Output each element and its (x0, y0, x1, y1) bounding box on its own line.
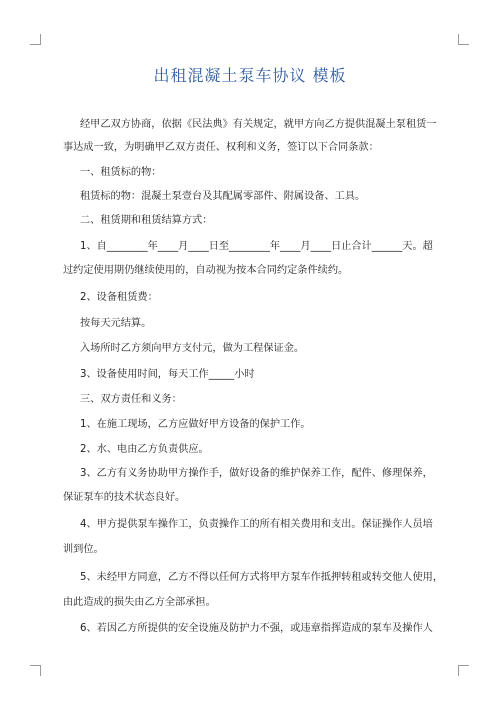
clause-2-2-heading: 2、设备租赁费： (80, 292, 158, 303)
clause-3-5-line-2: 由此造成的损失由乙方全部承担。 (63, 597, 216, 608)
crop-mark-bottom-left (30, 665, 41, 676)
clause-3-3-line-2: 保证泵车的技术状态良好。 (63, 492, 186, 503)
crop-mark-top-left (30, 34, 41, 45)
preamble-line-1: 经甲乙双方协商，依据《民法典》有关规定，就甲方向乙方提供混凝土泵租赁一 (80, 119, 437, 130)
clause-2-1-line-2: 过约定使用期仍继续使用的，自动视为按本合同约定条件续约。 (63, 265, 349, 276)
section-2-heading: 二、租赁期和租赁结算方式： (80, 215, 213, 226)
clause-3-2: 2、水、电由乙方负责供应。 (80, 444, 209, 455)
clause-3-6-line-1: 6、若因乙方所提供的安全设施及防护力不强，或违章指挥造成的泵车及操作人 (80, 623, 433, 634)
clause-3-1: 1、在施工现场，乙方应做好甲方设备的保护工作。 (80, 419, 311, 430)
clause-3-4-line-1: 4、甲方提供泵车操作工，负责操作工的所有相关费用和支出。保证操作人员培 (80, 519, 433, 530)
clause-2-2-deposit: 入场所时乙方须向甲方支付元，做为工程保证金。 (80, 343, 305, 354)
clause-3-3-line-1: 3、乙方有义务协助甲方操作手，做好设备的维护保养工作，配件、修理保养， (80, 468, 433, 479)
section-1-heading: 一、租赁标的物： (80, 167, 162, 178)
section-3-heading: 三、双方责任和义务： (80, 394, 182, 405)
crop-mark-top-right (458, 34, 469, 45)
clause-3-5-line-1: 5、未经甲方同意，乙方不得以任何方式将甲方泵车作抵押转租或转交他人使用， (80, 572, 444, 583)
clause-2-3: 3、设备使用时间，每天工作_____小时 (80, 369, 255, 380)
section-1-text: 租赁标的物：混凝土泵壹台及其配属零部件、附属设备、工具。 (80, 191, 366, 202)
preamble-line-2: 事达成一致，为明确甲乙双方责任、权利和义务，签订以下合同条款： (63, 142, 379, 153)
crop-mark-bottom-right (458, 665, 469, 676)
clause-2-2-rate: 按每天元结算。 (80, 318, 152, 329)
document-title: 出租混凝土泵车协议 模板 (153, 66, 347, 85)
clause-2-1-line-1: 1、自________年____月____日至________年____月____日止合计______天。超 (80, 241, 433, 252)
clause-3-4-line-2: 训到位。 (63, 544, 104, 555)
